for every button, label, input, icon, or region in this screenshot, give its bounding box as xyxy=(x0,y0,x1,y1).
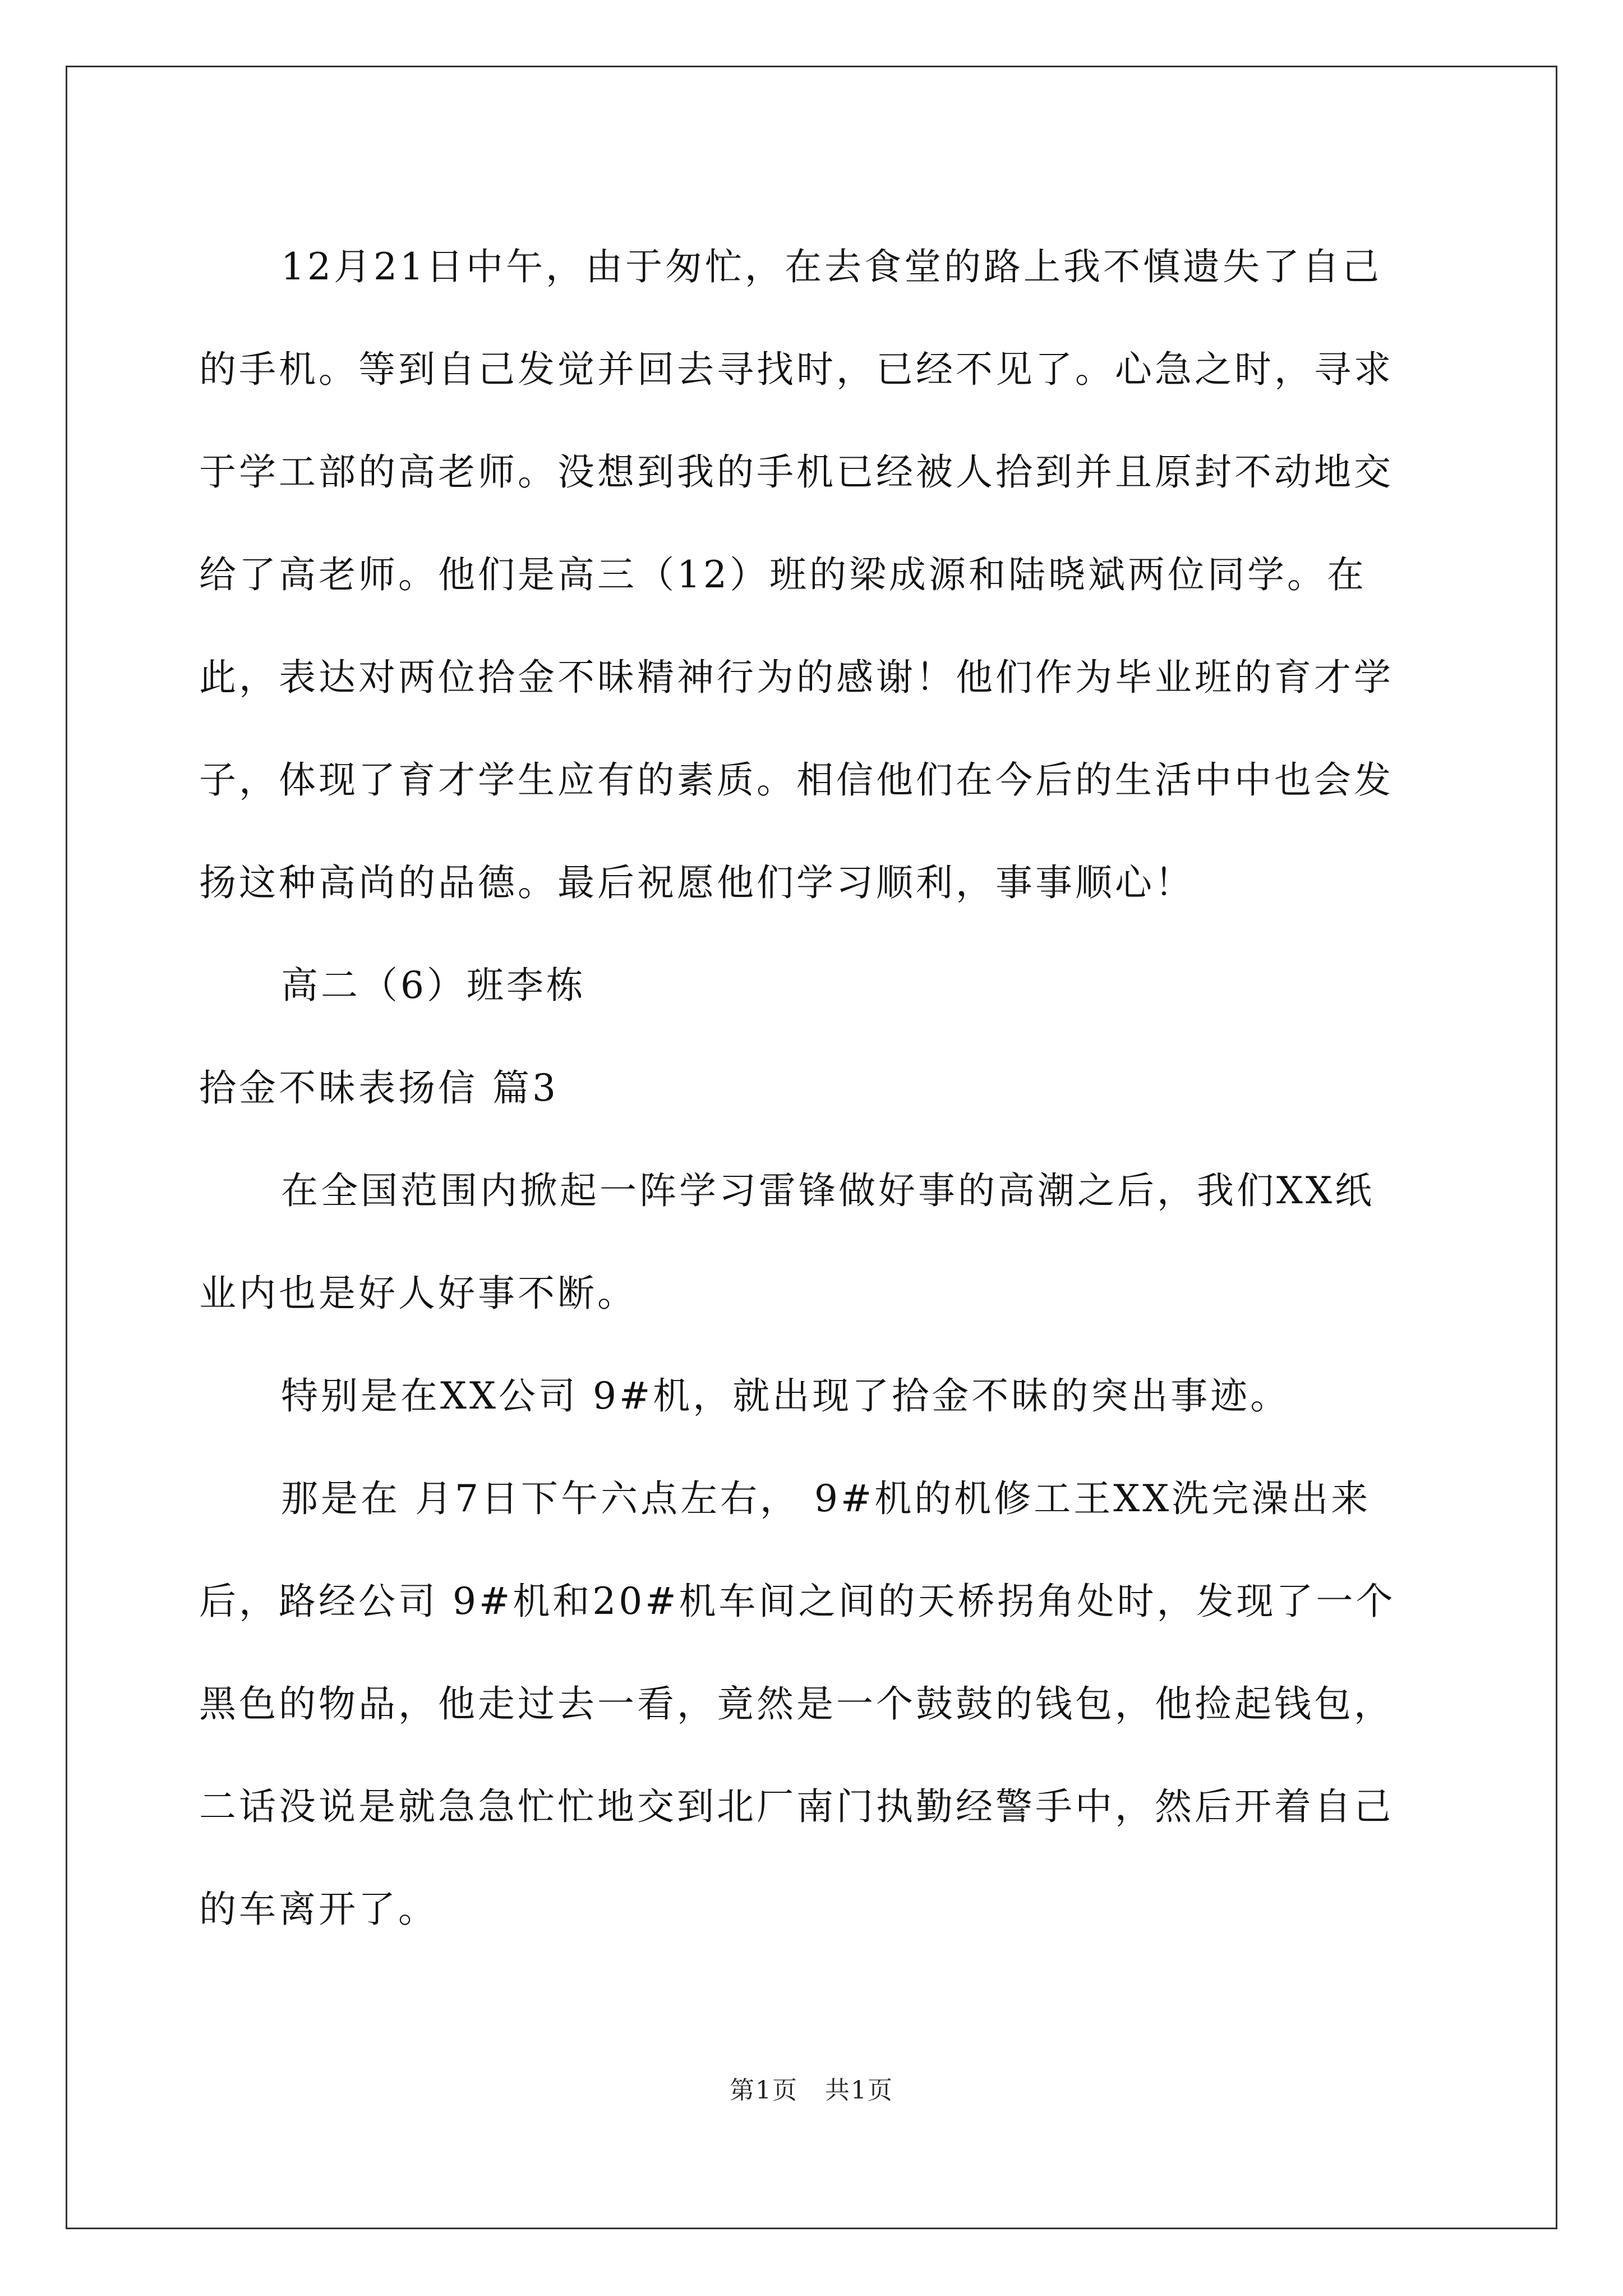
paragraph-signature: 高二（6）班李栋 xyxy=(281,964,586,1007)
section-heading: 拾金不昧表扬信 篇3 xyxy=(199,1066,559,1110)
paragraph-intro: 在全国范围内掀起一阵学习雷锋做好事的高潮之后，我们XX纸业内也是好人好事不断。 xyxy=(199,1169,1375,1315)
paragraph-letter-body: 12月21日中午，由于匆忙，在去食堂的路上我不慎遗失了自己的手机。等到自己发觉并回去寻找时，已经不见了。心急之时，寻求于学工部的高老师。没想到我的手机已经被人拾到并且原封不动地交给了高老师。他们是高三（12）班的梁成源和陆晓斌两位同学。在此，表达对两位拾金不昧精神行为的感谢！他们作为毕业班的育才学子，体现了育才学生应有的素质。相信他们在今后的生活中中也会发扬这种高尚的品德。最后祝愿他们学习顺利，事事顺心！ xyxy=(199,245,1394,904)
document-body xyxy=(199,215,1410,1961)
page-total: 共1页 xyxy=(825,2076,893,2105)
page-footer xyxy=(0,2070,1623,2106)
page-number: 第1页 xyxy=(730,2076,798,2105)
paragraph-story: 那是在 月7日下午六点左右， 9#机的机修工王XX洗完澡出来后，路经公司 9#机和20#机车间之间的天桥拐角处时，发现了一个黑色的物品，他走过去一看，竟然是一个鼓鼓的钱包，他捡起钱包，二话没说是就急急忙忙地交到北厂南门执勤经警手中，然后开着自己的车离开了。 xyxy=(199,1477,1396,1931)
paragraph-highlight: 特别是在XX公司 9#机，就出现了拾金不昧的突出事迹。 xyxy=(281,1374,1290,1418)
